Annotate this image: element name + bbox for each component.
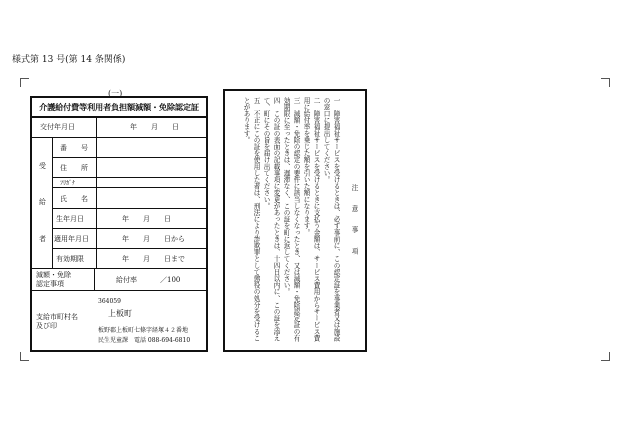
municipality-label-line1: 支給市町村名 — [36, 313, 78, 321]
row-divider — [52, 208, 206, 209]
note-item-1: 一 障害福祉サービスを受けるときは、必ず事前に、この認定証を事業者又は施設の窓口に提出してください。 — [322, 97, 340, 342]
reduction-label-line1: 減額・免除 — [36, 271, 71, 279]
notes-title: 注 意 事 項 — [350, 183, 358, 259]
row-divider — [52, 177, 206, 178]
form-number-label: 様式第 13 号(第 14 条関係) — [12, 55, 126, 65]
office-address: 板野郡上板町七條字経塚４２番地 — [98, 327, 189, 334]
start-date-value: 年 月 日から — [122, 235, 185, 243]
row-divider — [52, 157, 206, 158]
row-divider — [32, 137, 206, 138]
birthdate-label: 生年月日 — [56, 215, 84, 223]
note-item-3: 三 減額・免除の認定の要件に該当しなくなったとき、又は減額・免除認定証の有効期限に至ったときは、遅滞なく、この証を町に返してください。 — [282, 97, 300, 342]
recipient-char-3: 者 — [39, 235, 46, 243]
expiry-label: 有効期限 — [56, 255, 84, 263]
recipient-char-2: 給 — [39, 198, 46, 206]
name-label: 氏 名 — [60, 195, 88, 203]
crop-mark-bottom-right — [601, 352, 610, 361]
crop-mark-top-right — [601, 78, 610, 87]
start-date-label: 適用年月日 — [54, 235, 89, 243]
card-number: (一) — [108, 89, 123, 98]
crop-mark-top-left — [20, 78, 29, 87]
furigana-label: ﾌﾘｶﾞﾅ — [60, 180, 76, 187]
row-divider — [52, 248, 206, 249]
birthdate-value: 年 月 日 — [122, 215, 171, 223]
postal-code: 364059 — [98, 298, 121, 305]
certificate-title: 介護給付費等利用者負担額減額・免除認定証 — [32, 98, 206, 118]
row-divider — [52, 187, 206, 188]
number-label: 番 号 — [60, 144, 88, 152]
notes-text — [241, 97, 359, 345]
issue-date-label: 交付年月日 — [40, 123, 75, 131]
municipality-label-line2: 及び印 — [36, 322, 57, 330]
row-divider — [32, 268, 206, 269]
column-divider — [52, 137, 53, 268]
benefit-rate-label: 給付率 — [116, 276, 137, 284]
expiry-value: 年 月 日まで — [122, 255, 185, 263]
issue-date-value: 年 月 日 — [130, 123, 179, 131]
crop-mark-bottom-left — [20, 352, 29, 361]
notes-panel — [223, 89, 367, 352]
address-label: 住 所 — [60, 164, 88, 172]
recipient-char-1: 受 — [39, 162, 46, 170]
row-divider — [32, 290, 206, 291]
note-item-2: 二 障害福祉サービスを受けるときに支払う金額は、サービス費用からサービス費用に給付率を乗じた額を引いた額になります。 — [302, 97, 320, 342]
town-name: 上板町 — [108, 309, 132, 318]
note-item-4: 四 この証の表面の記載事項に変更があったときは、十四日以内に、この証を添えて、町にその旨を届け出てください。 — [262, 97, 280, 342]
benefit-rate-value: ／100 — [160, 276, 181, 284]
column-divider — [94, 268, 95, 290]
note-item-5: 五 不正にこの証を使用した者は、刑法により詐欺罪として懲役の処分を受けることがあります。 — [242, 97, 260, 342]
column-divider — [96, 116, 97, 268]
certificate-card — [30, 96, 208, 352]
reduction-label-line2: 認定事項 — [36, 280, 64, 288]
office-department-phone: 民生児童課 電話 088-694-6810 — [98, 337, 191, 344]
row-divider — [52, 228, 206, 229]
